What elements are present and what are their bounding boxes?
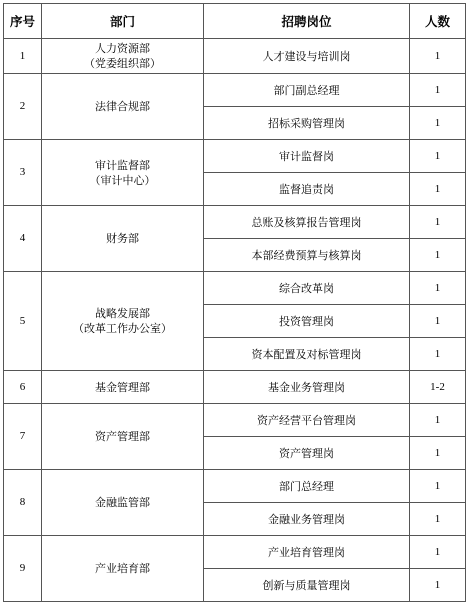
seq-cell: 7 [4,404,42,470]
position-cell: 基金业务管理岗 [204,371,410,404]
table-row [4,272,466,305]
dept-cell [42,272,204,371]
table-row [4,140,466,173]
count-cell: 1-2 [410,371,466,404]
dept-subname: （改革工作办公室） [73,322,172,335]
dept-subname: （党委组织部） [84,57,161,70]
header-dept: 部门 [42,4,204,39]
dept-name: 金融监管部 [95,496,150,509]
dept-cell [42,536,204,602]
position-cell: 创新与质量管理岗 [204,569,410,602]
header-row [4,4,466,39]
count-cell: 1 [410,206,466,239]
dept-name: 资产管理部 [95,430,150,443]
header-seq: 序号 [4,4,42,39]
count-cell: 1 [410,39,466,74]
dept-cell [42,371,204,404]
count-cell: 1 [410,404,466,437]
header-count: 人数 [410,4,466,39]
dept-name: 战略发展部 [95,307,150,320]
position-cell: 产业培育管理岗 [204,536,410,569]
position-cell: 人才建设与培训岗 [204,39,410,74]
seq-cell: 1 [4,39,42,74]
dept-cell [42,404,204,470]
seq-cell: 4 [4,206,42,272]
dept-name: 产业培育部 [95,562,150,575]
table-row [4,536,466,569]
count-cell: 1 [410,569,466,602]
position-cell: 监督追责岗 [204,173,410,206]
count-cell: 1 [410,272,466,305]
dept-name: 人力资源部 [95,42,150,55]
position-cell: 资产管理岗 [204,437,410,470]
position-cell: 资本配置及对标管理岗 [204,338,410,371]
seq-cell: 2 [4,74,42,140]
dept-cell [42,140,204,206]
count-cell: 1 [410,140,466,173]
dept-cell [42,206,204,272]
count-cell: 1 [410,107,466,140]
dept-cell [42,74,204,140]
position-cell: 本部经费预算与核算岗 [204,239,410,272]
seq-cell: 3 [4,140,42,206]
position-cell: 总账及核算报告管理岗 [204,206,410,239]
dept-cell [42,470,204,536]
dept-subname: （审计中心） [89,173,156,187]
count-cell: 1 [410,437,466,470]
position-cell: 部门总经理 [204,470,410,503]
table-row [4,404,466,437]
dept-name: 基金管理部 [95,380,150,394]
count-cell: 1 [410,305,466,338]
dept-name: 审计监督部 [95,158,150,172]
table-row [4,39,466,74]
position-cell: 招标采购管理岗 [204,107,410,140]
dept-name: 法律合规部 [95,100,150,113]
seq-cell: 5 [4,272,42,371]
position-cell: 金融业务管理岗 [204,503,410,536]
table-row [4,206,466,239]
dept-cell [42,39,204,74]
recruitment-table [3,3,466,602]
position-cell: 审计监督岗 [204,140,410,173]
seq-cell: 6 [4,371,42,404]
position-cell: 综合改革岗 [204,272,410,305]
table-row [4,371,466,404]
position-cell: 资产经营平台管理岗 [204,404,410,437]
count-cell: 1 [410,239,466,272]
count-cell: 1 [410,536,466,569]
count-cell: 1 [410,173,466,206]
table-row [4,74,466,107]
position-cell: 投资管理岗 [204,305,410,338]
header-position: 招聘岗位 [204,4,410,39]
seq-cell: 9 [4,536,42,602]
seq-cell: 8 [4,470,42,536]
position-cell: 部门副总经理 [204,74,410,107]
count-cell: 1 [410,338,466,371]
count-cell: 1 [410,503,466,536]
dept-name: 财务部 [106,232,139,245]
table-row [4,470,466,503]
count-cell: 1 [410,470,466,503]
count-cell: 1 [410,74,466,107]
